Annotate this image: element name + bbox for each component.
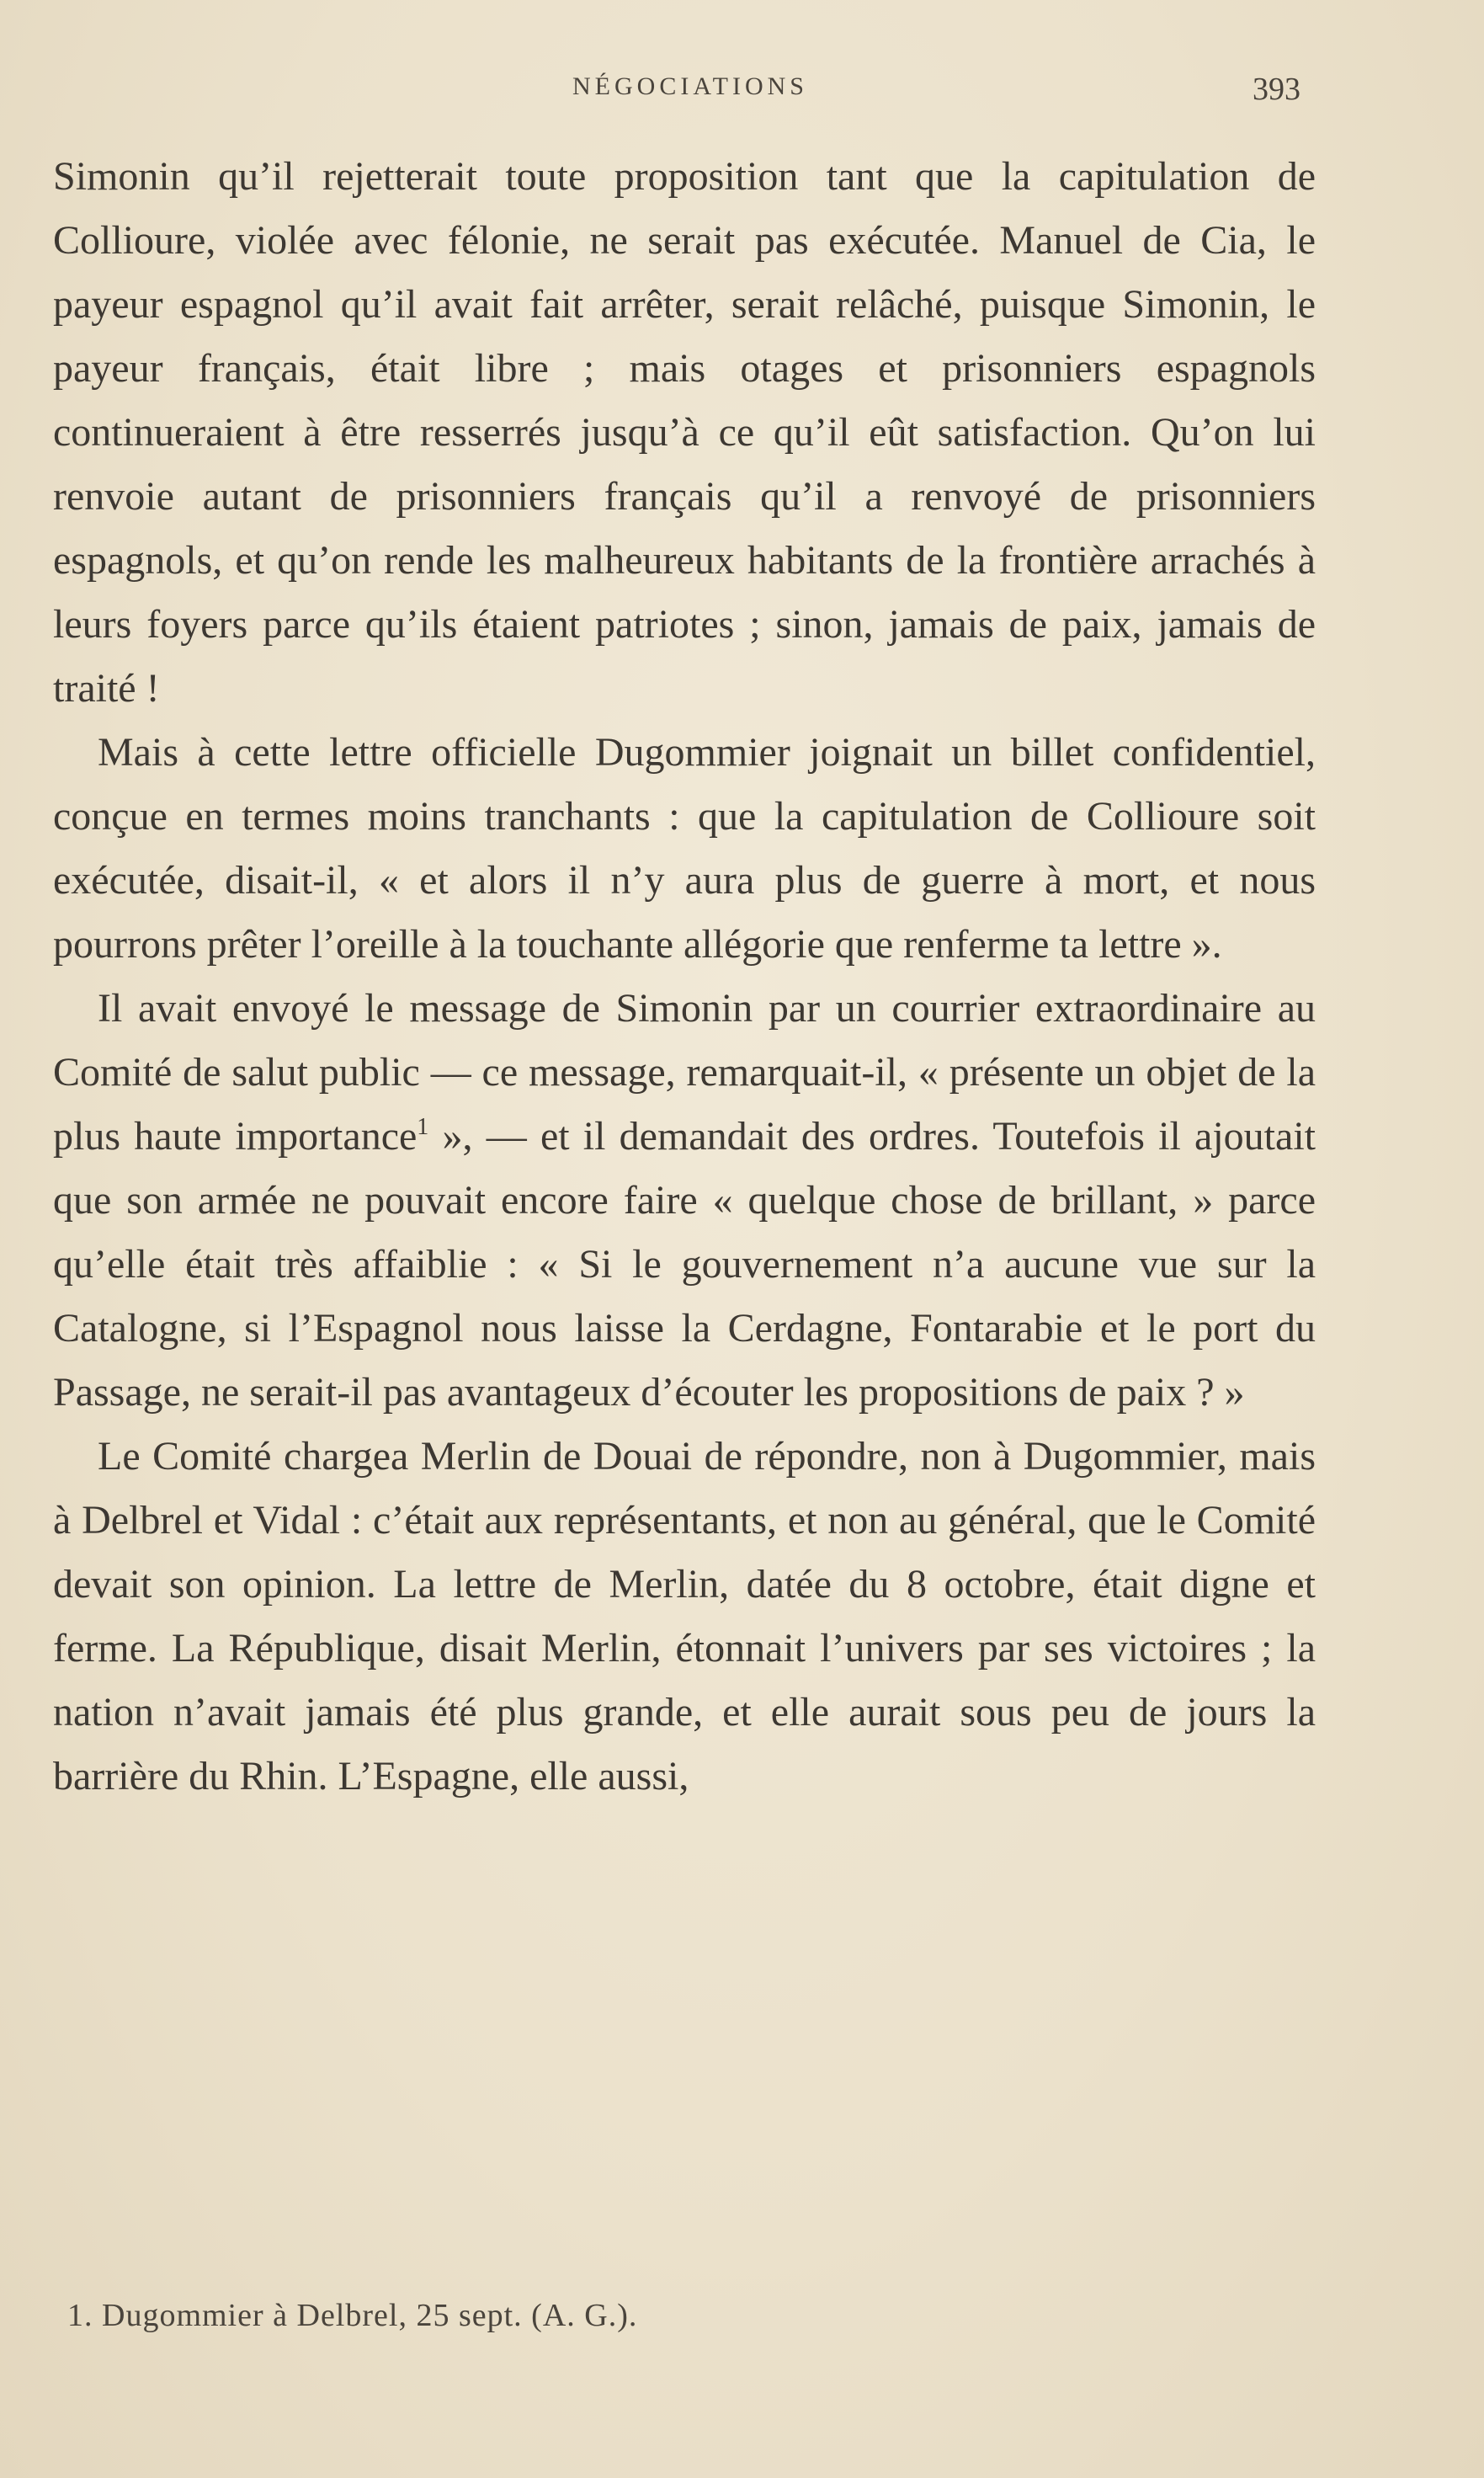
footnote-reference: 1 [417,1114,429,1140]
running-head-title: NÉGOCIATIONS [572,72,808,100]
paragraph-message [53,977,1316,1425]
running-head [0,72,1484,106]
footnote: 1. Dugommier à Delbrel, 25 sept. (A. G.). [67,2298,638,2333]
paragraph-message-part-1: Il avait envoyé le message de Simonin par un courrier extraordinaire au Comité de salut public — ce message, remarquait-il, « présente un objet de la plus haute importance [53,986,1316,1159]
page-number: 393 [1253,72,1300,107]
body-text [53,145,1316,1809]
paragraph-committee: Le Comité chargea Merlin de Douai de répondre, non à Dugommier, mais à Delbrel et Vidal : c’était aux représentants, et non au général, que le Comité devait son opinion. La lettre de Merlin, datée du 8 octobre, était digne et ferme. La République, disait Merlin, étonnait l’univers par ses victoires ; la nation n’avait jamais été plus grande, et elle aurait sous peu de jours la barrière du Rhin. L’Espagne, elle aussi, [53,1434,1316,1799]
paragraph-confidential-note: Mais à cette lettre officielle Dugommier joignait un billet confidentiel, conçue en termes moins tranchants : que la capitulation de Collioure soit exécutée, disait-il, « et alors il n’y aura plus de guerre à mort, et nous pourrons prêter l’oreille à la touchante allégorie que renferme ta lettre ». [53,730,1316,967]
paragraph-message-part-2: », — et il demandait des ordres. Toutefois il ajoutait que son armée ne pouvait encore faire « quelque chose de brillant, » parce qu’elle était très affaiblie : « Si le gouvernement n’a aucune vue sur la Catalogne, si l’Espagnol nous laisse la Cerdagne, Fontarabie et le port du Passage, ne serait-il pas avantageux d’écouter les propositions de paix ? » [53,1114,1316,1415]
paragraph-continued: Simonin qu’il rejetterait toute proposition tant que la capitulation de Collioure, violée avec félonie, ne serait pas exécutée. Manuel de Cia, le payeur espagnol qu’il avait fait arrêter, serait relâché, puisque Simonin, le payeur français, était libre ; mais otages et prisonniers espagnols continueraient à être resserrés jusqu’à ce qu’il eût satisfaction. Qu’on lui renvoie autant de prisonniers français qu’il a renvoyé de prisonniers espagnols, et qu’on rende les malheureux habitants de la frontière arrachés à leurs foyers parce qu’ils étaient patriotes ; sinon, jamais de paix, jamais de traité ! [53,154,1316,711]
